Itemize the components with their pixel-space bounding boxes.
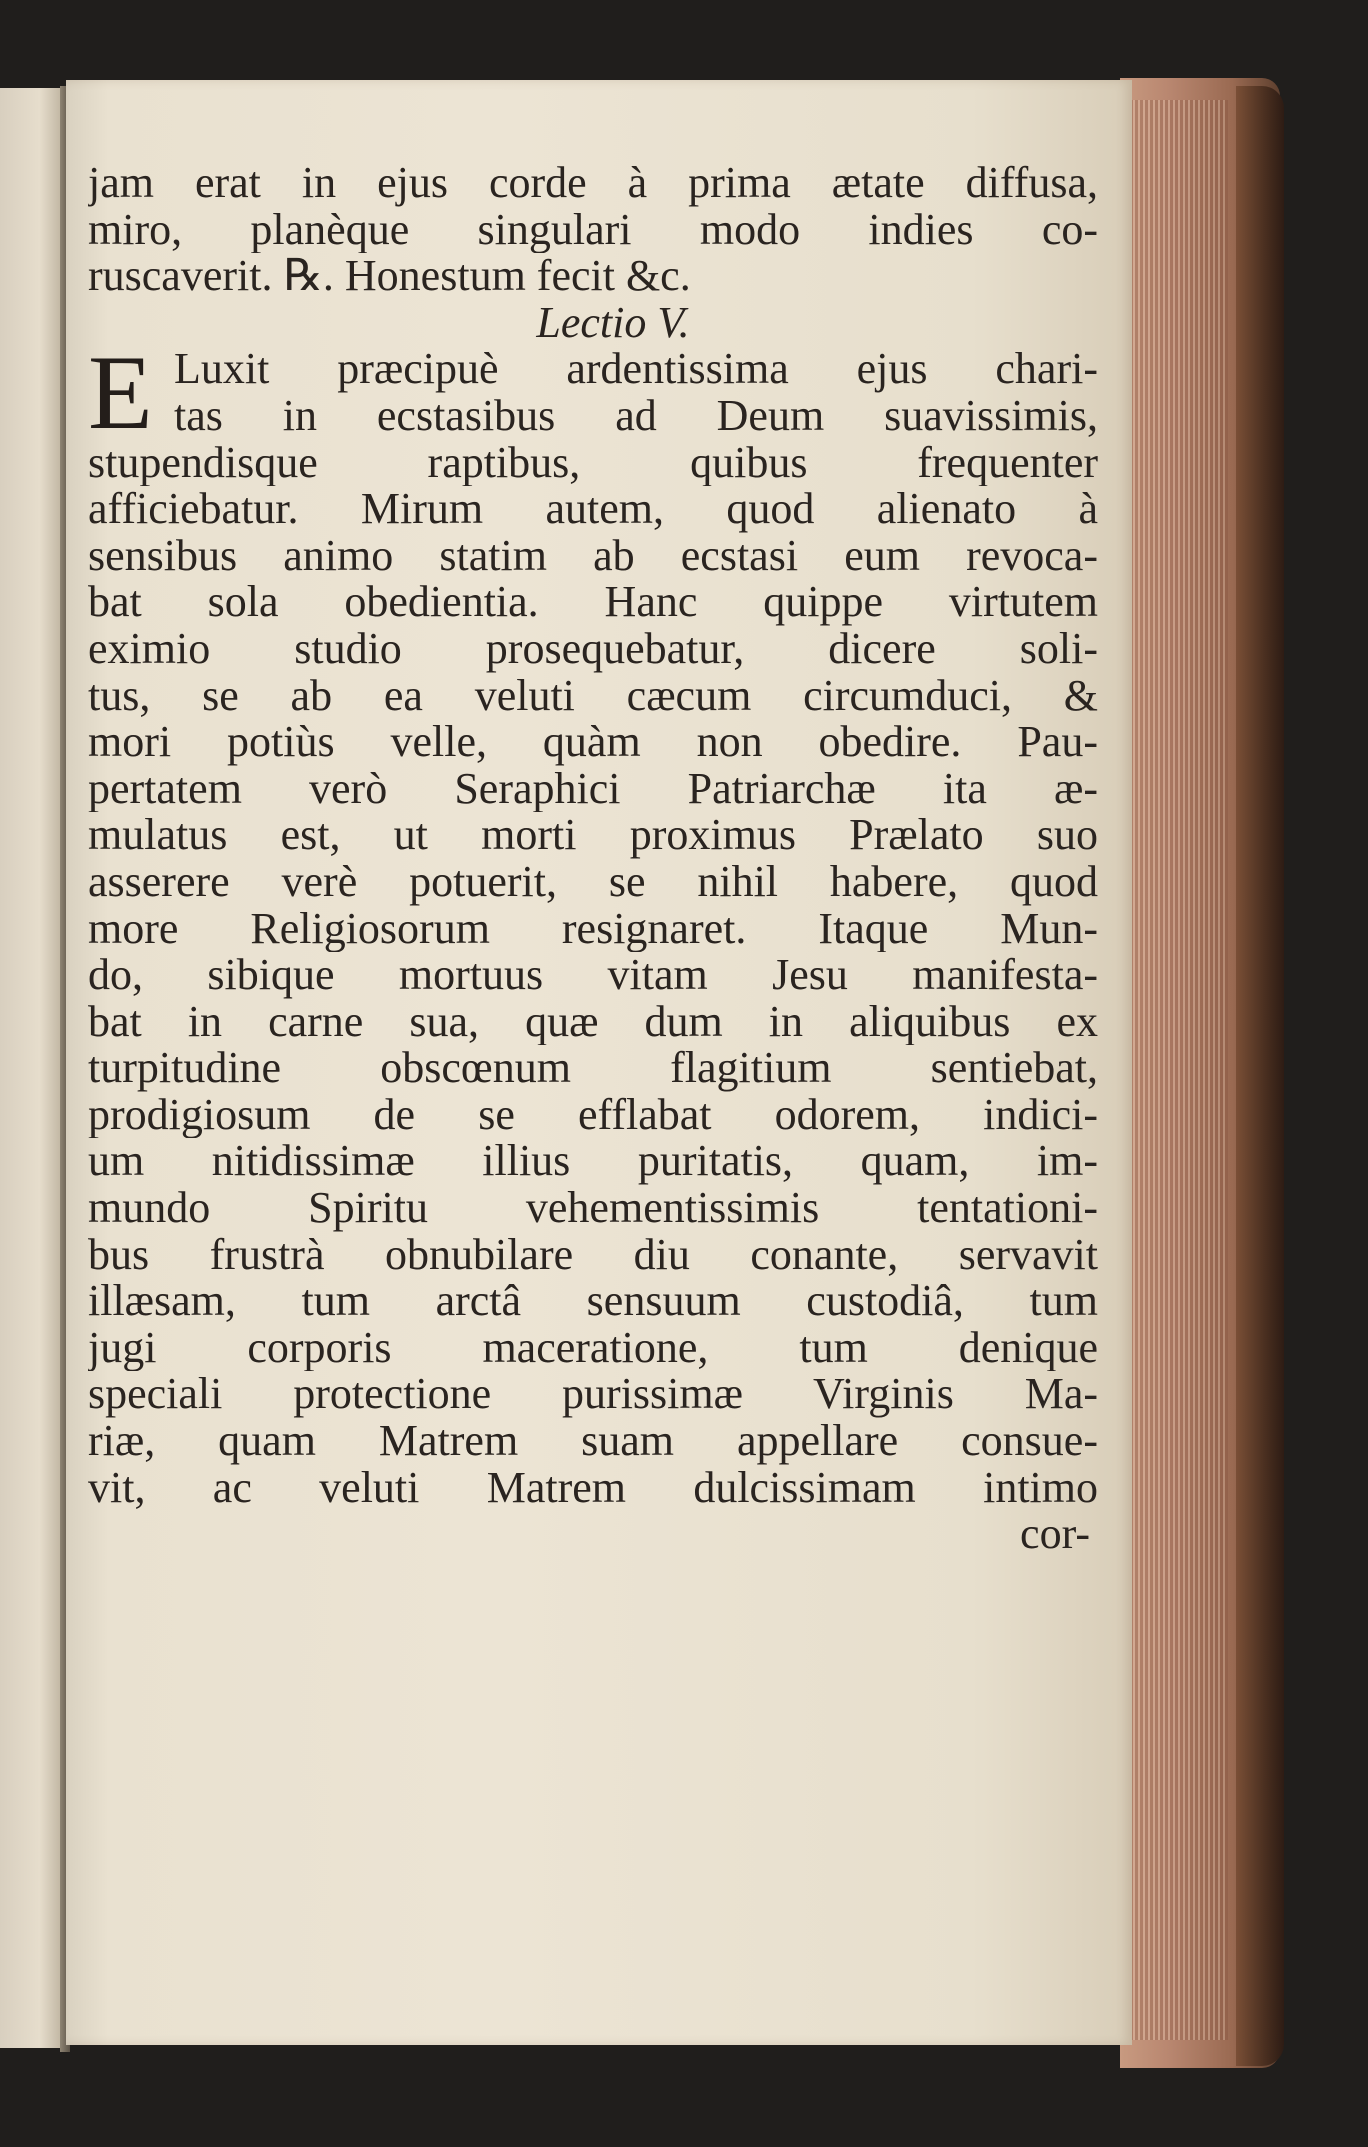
text-line: prodigiosum de se efflabat odorem, indici- bbox=[88, 1091, 1098, 1139]
text-line: do, sibique mortuus vitam Jesu manifesta- bbox=[88, 952, 1098, 999]
text-line: vit, ac veluti Matrem dulcissimam intimo bbox=[88, 1464, 1098, 1512]
text-line: more Religiosorum resignaret. Itaque Mun- bbox=[88, 905, 1098, 953]
left-page-edge bbox=[0, 88, 66, 2048]
catchword: cor- bbox=[1020, 1509, 1090, 1559]
text-line: tas in ecstasibus ad Deum suavissimis, bbox=[174, 392, 1098, 440]
text-line: mori potiùs velle, quàm non obedire. Pau- bbox=[88, 719, 1098, 766]
text-line: sensibus animo statim ab ecstasi eum revoca- bbox=[88, 532, 1098, 580]
text-line: stupendisque raptibus, quibus frequenter bbox=[88, 439, 1098, 487]
text-line: miro, planèque singulari modo indies co- bbox=[88, 206, 1098, 254]
right-page bbox=[66, 80, 1132, 2045]
text-line: riæ, quam Matrem suam appellare consue- bbox=[88, 1418, 1098, 1465]
text-line: eximio studio prosequebatur, dicere soli- bbox=[88, 625, 1098, 673]
text-line: illæsam, tum arctâ sensuum custodiâ, tum bbox=[88, 1278, 1098, 1325]
text-line: jam erat in ejus corde à prima ætate diffusa, bbox=[88, 160, 1098, 207]
text-line: turpitudine obscœnum flagitium sentiebat, bbox=[88, 1045, 1098, 1092]
text-line: speciali protectione purissimæ Virginis Ma- bbox=[88, 1371, 1098, 1419]
text-line: pertatem verò Seraphici Patriarchæ ita æ- bbox=[88, 765, 1098, 813]
section-heading: Lectio V. bbox=[536, 297, 690, 347]
text-line: Luxit præcipuè ardentissima ejus chari- bbox=[174, 346, 1098, 393]
page-leaves bbox=[1128, 100, 1228, 2040]
text-line: bat sola obedientia. Hanc quippe virtutem bbox=[88, 579, 1098, 626]
text-line: ruscaverit. ℞. Honestum fecit &c. bbox=[88, 253, 691, 300]
book-cover-edge bbox=[1236, 86, 1284, 2066]
text-line: um nitidissimæ illius puritatis, quam, im- bbox=[88, 1138, 1098, 1186]
text-line: asserere verè potuerit, se nihil habere, quod bbox=[88, 858, 1098, 906]
text-line: bus frustrà obnubilare diu conante, servavit bbox=[88, 1231, 1098, 1279]
page-text bbox=[88, 160, 1098, 1558]
text-line: mulatus est, ut morti proximus Prælato suo bbox=[88, 812, 1098, 859]
lectio-paragraph bbox=[88, 334, 1098, 1512]
drop-initial: E bbox=[88, 334, 153, 452]
text-line: jugi corporis maceratione, tum denique bbox=[88, 1324, 1098, 1372]
text-line: mundo Spiritu vehementissimis tentationi- bbox=[88, 1185, 1098, 1232]
text-line: bat in carne sua, quæ dum in aliquibus ex bbox=[88, 998, 1098, 1046]
text-line: afficiebatur. Mirum autem, quod alienato à bbox=[88, 486, 1098, 533]
text-line: tus, se ab ea veluti cæcum circumduci, & bbox=[88, 672, 1098, 720]
